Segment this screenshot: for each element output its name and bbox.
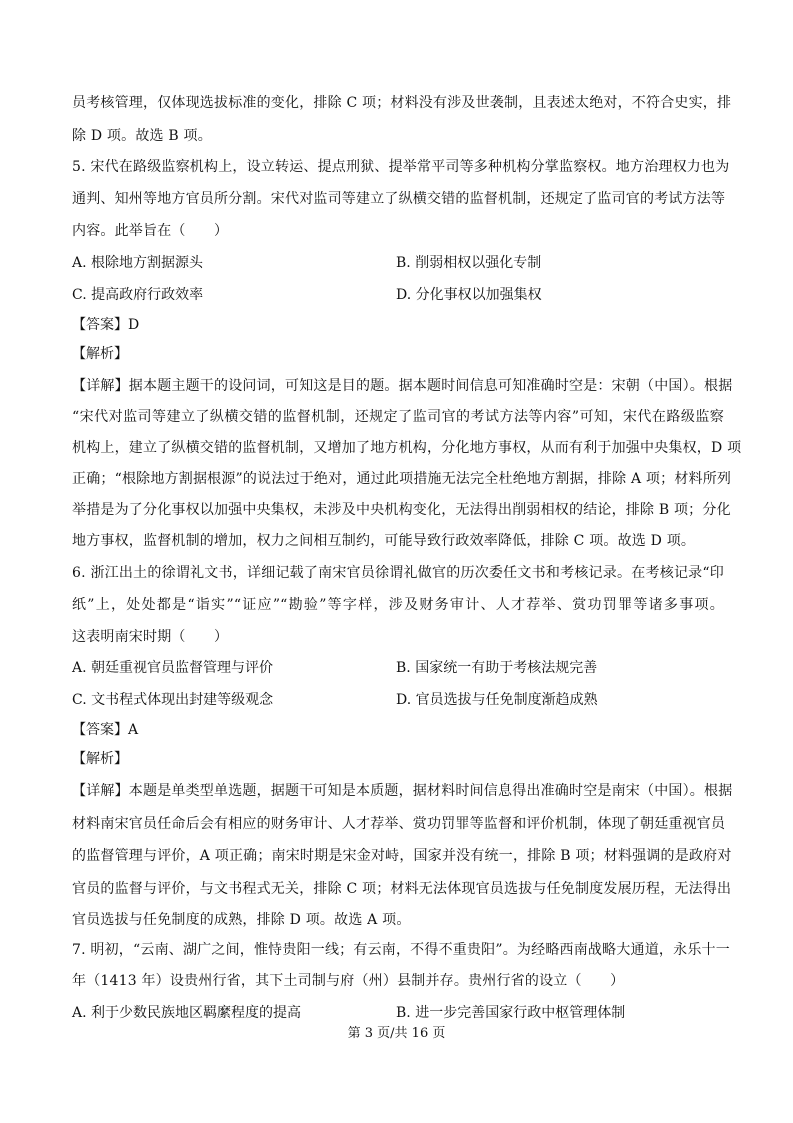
- q6-detail-line-3: 的监督管理与评价，A 项正确；南宋时期是宋金对峙，国家并没有统一，排除 B 项；材料强调的是政府对: [72, 848, 732, 864]
- q7-option-a: A. 利于少数民族地区羁縻程度的提高: [72, 1005, 302, 1021]
- q6-detail-line-1: 【详解】本题是单类型单选题，据题干可知是本质题，据材料时间信息得出准确时空是南宋（中国）。根据: [72, 783, 733, 799]
- q7-option-b: B. 进一步完善国家行政中枢管理体制: [396, 1005, 626, 1021]
- q5-stem-line-2: 通判、知州等地方官员所分割。宋代对监司等建立了纵横交错的监督机制，还规定了监司官的考试方法等: [72, 191, 726, 207]
- q5-option-d: D. 分化事权以加强集权: [396, 287, 542, 303]
- q6-option-c: C. 文书程式体现出封建等级观念: [72, 692, 274, 708]
- q6-option-d: D. 官员选拔与任免制度渐趋成熟: [396, 692, 598, 708]
- q6-answer: 【答案】A: [72, 722, 139, 738]
- q5-detail-line-1: 【详解】据本题主题干的设问词，可知这是目的题。据本题时间信息可知准确时空是：宋朝（中国）。根据: [72, 378, 733, 394]
- prev-answer-line-2: 除 D 项。故选 B 项。: [72, 128, 212, 144]
- q5-option-c: C. 提高政府行政效率: [72, 287, 204, 303]
- q5-detail-line-5: 举措是为了分化事权以加强中央集权，未涉及中央机构变化，无法得出削弱相权的结论，排除 B 项；分化: [72, 502, 731, 518]
- q6-stem-line-1: 6. 浙江出土的徐谓礼文书，详细记载了南宋官员徐谓礼做官的历次委任文书和考核记录。在考核记录“印: [72, 565, 724, 581]
- q5-option-b: B. 削弱相权以强化专制: [396, 255, 542, 271]
- q5-option-a: A. 根除地方割据源头: [72, 255, 204, 271]
- q5-detail-line-6: 地方事权，监督机制的增加，权力之间相互制约，可能导致行政效率降低，排除 C 项。故选 D 项。: [72, 533, 696, 549]
- q6-detail-line-5: 官员选拔与任免制度的成熟，排除 D 项。故选 A 项。: [72, 912, 411, 928]
- q6-analysis-label: 【解析】: [72, 751, 128, 767]
- q5-stem-line-1: 5. 宋代在路级监察机构上，设立转运、提点刑狱、提举常平司等多种机构分掌监察权。地方治理权力也为: [72, 159, 730, 175]
- q5-answer: 【答案】D: [72, 317, 140, 333]
- q6-detail-line-2: 材料南宋官员任命后会有相应的财务审计、人才荐举、赏功罚罪等监督和评价机制，体现了朝廷重视官员: [72, 816, 726, 832]
- q5-detail-line-2: “宋代对监司等建立了纵横交错的监督机制，还规定了监司官的考试方法等内容”可知，宋代在路级监察: [72, 409, 724, 425]
- q5-stem-line-3: 内容。此举旨在（ ）: [72, 223, 229, 239]
- q5-detail-line-3: 机构上，建立了纵横交错的监督机制，又增加了地方机构，分化地方事权，从而有利于加强中央集权，D 项: [72, 440, 742, 456]
- q6-option-b: B. 国家统一有助于考核法规完善: [396, 660, 598, 676]
- prev-answer-line-1: 员考核管理，仅体现选拔标准的变化，排除 C 项；材料没有涉及世袭制，且表述太绝对，不符合史实，排: [72, 95, 732, 111]
- q5-analysis-label: 【解析】: [72, 346, 128, 362]
- q7-stem-line-1: 7. 明初，“云南、湖广之间，惟恃贵阳一线；有云南，不得不重贵阳”。为经略西南战略大通道，永乐十一: [72, 942, 730, 958]
- q5-detail-line-4: 正确；“根除地方割据根源”的说法过于绝对，通过此项措施无法完全杜绝地方割据，排除 A 项；材料所列: [72, 471, 732, 487]
- q7-stem-line-2: 年（1413 年）设贵州行省，其下土司制与府（州）县制并存。贵州行省的设立（ ）: [72, 973, 625, 989]
- q6-option-a: A. 朝廷重视官员监督管理与评价: [72, 660, 274, 676]
- q6-stem-line-2: 纸”上，处处都是“诣实”“证应”“勘验”等字样，涉及财务审计、人才荐举、赏功罚罪等诸多事项。: [72, 597, 724, 613]
- q6-detail-line-4: 官员的监督与评价，与文书程式无关，排除 C 项；材料无法体现官员选拔与任免制度发展历程，无法得出: [72, 881, 732, 897]
- page-footer: 第 3 页/共 16 页: [347, 1026, 446, 1041]
- q6-stem-line-3: 这表明南宋时期（ ）: [72, 629, 229, 645]
